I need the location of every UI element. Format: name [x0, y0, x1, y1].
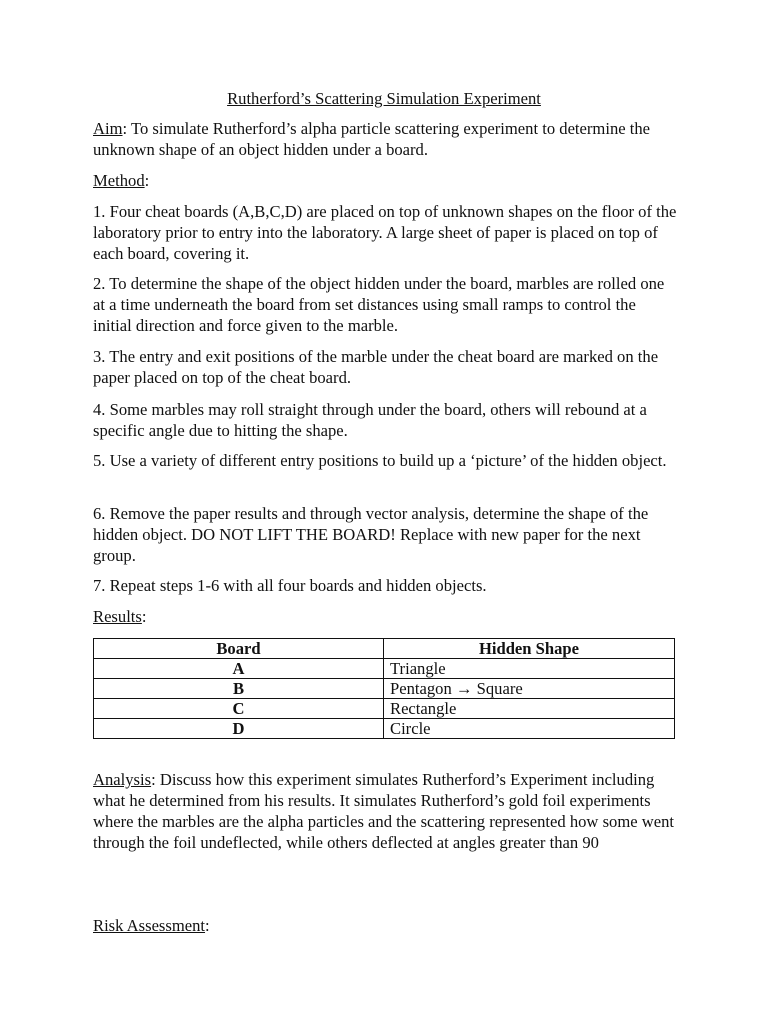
- risk-colon: :: [205, 916, 210, 935]
- method-step-5: 5. Use a variety of different entry positions to build up a ‘picture’ of the hidden object.: [93, 451, 667, 470]
- aim-text: : To simulate Rutherford’s alpha particle scattering experiment to determine the unknown shape of an object hidden under a board.: [93, 119, 651, 159]
- results-colon: :: [141, 607, 147, 626]
- column-header-board: Board: [94, 639, 384, 659]
- board-cell: C: [94, 699, 384, 719]
- method-step-2: 2. To determine the shape of the object hidden under the board, marbles are rolled one at a time underneath the board from set distances using small ramps to control the initial direction and force given to the marble.: [93, 274, 665, 335]
- method-label: Method: [93, 171, 145, 190]
- aim-paragraph: [93, 118, 678, 160]
- board-cell: B: [94, 679, 384, 699]
- risk-label: Risk Assessment: [93, 916, 206, 935]
- board-cell: A: [94, 659, 384, 679]
- method-step-1: 1. Four cheat boards (A,B,C,D) are placed on top of unknown shapes on the floor of the laboratory prior to entry into the laboratory. A large sheet of paper is placed on top of each board, covering it.: [93, 202, 677, 263]
- page-title: Rutherford’s Scattering Simulation Experiment: [227, 89, 541, 108]
- method-heading: [93, 170, 678, 191]
- table-header-row: [94, 639, 675, 659]
- method-step-3: 3. The entry and exit positions of the marble under the cheat board are marked on the paper placed on top of the cheat board.: [93, 347, 659, 387]
- table-row: [94, 719, 675, 739]
- column-header-shape: Hidden Shape: [384, 639, 675, 659]
- shape-cell: Triangle: [384, 659, 675, 679]
- results-table: [93, 638, 675, 739]
- analysis-text: : Discuss how this experiment simulates Rutherford’s Experiment including what he determined from his results. It simulates Rutherford’s gold foil experiments where the marbles are the alpha particles and the scattering represented how some went through the foil undeflected, while others deflected at angles greater than 90: [93, 770, 674, 852]
- analysis-label: Analysis: [93, 770, 152, 789]
- method-step-6: 6. Remove the paper results and through vector analysis, determine the shape of the hidden object. DO NOT LIFT THE BOARD! Replace with new paper for the next group.: [93, 504, 649, 565]
- shape-cell: Circle: [384, 719, 675, 739]
- aim-label: Aim: [93, 119, 123, 138]
- shape-cell: Rectangle: [384, 699, 675, 719]
- table-row: [94, 679, 675, 699]
- method-colon: :: [144, 171, 150, 190]
- risk-heading: [93, 915, 678, 936]
- method-step-7: 7. Repeat steps 1-6 with all four boards and hidden objects.: [93, 576, 487, 595]
- board-cell: D: [94, 719, 384, 739]
- results-label: Results: [93, 607, 142, 626]
- table-row: [94, 659, 675, 679]
- shape-cell: Pentagon → Square: [384, 679, 675, 699]
- method-step-4: 4. Some marbles may roll straight through under the board, others will rebound at a specific angle due to hitting the shape.: [93, 400, 647, 440]
- table-row: [94, 699, 675, 719]
- analysis-paragraph: [93, 769, 678, 853]
- results-heading: [93, 606, 678, 627]
